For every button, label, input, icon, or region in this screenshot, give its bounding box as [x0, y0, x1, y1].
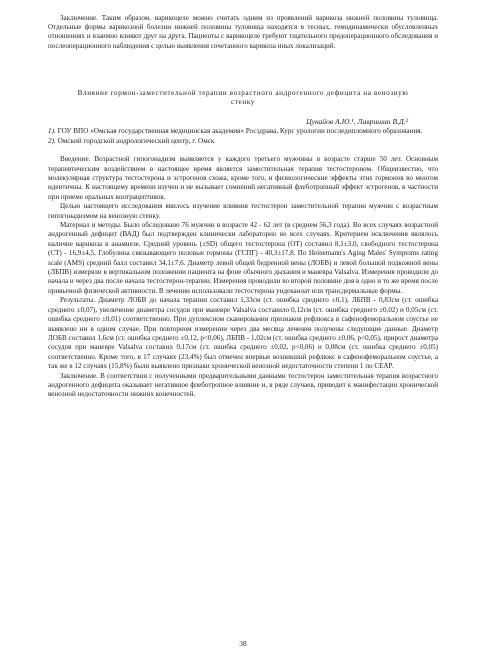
affiliation-1-number: 1).	[48, 127, 56, 135]
page-number: 38	[239, 639, 247, 648]
affiliation-2-text: Омский городской андрологический центр, г. Омск	[55, 136, 215, 145]
affiliation-1-text: ГОУ ВПО «Омская государственная медицинская академия» Росздрава, Курс урологии последипломного образования.	[55, 127, 423, 135]
previous-article-conclusion: Заключение. Таким образом, варикоцеле можно считать одним из проявлений варикоза нижней половины туловища. Отдельные формы варикозной болезни нижней половины туловища находятся в тесных, гемодинамически обусловленных отношениях и взаимно влияют друг на друга. Пациенты с варикоцеле требуют тщательного предоперационного обследования и послеоперационного наблюдения с целью выявления сочетанного варикоза иных локализаций.	[48, 14, 438, 50]
section-spacer	[48, 51, 438, 89]
document-page	[48, 14, 438, 654]
methods-paragraph: Материал и методы. Было обследовано 76 мужчин в возрасте 42 - 62 лет (в среднем 56,3 года). Во всех случаях возрастной андрогенный дефицит (ВАД) был подтвержден клинически лабораторно во всех случаях. Критерием исключения являлось наличие варикоза в анамнезе. Средний уровень (±SD) общего тестостерона (ОТ) составил 8,1±3,0, свободного тестостерона (СТ) - 16,9±4,5, Глобулина связывающего половые гормоны (ГСПГ) - 40,3±17,8. По Heinemann's Aging Males' Symptoms rating scale (AMS) средний балл составил 34,1±7,6. Диаметр левой общей бедренной вены (ЛОБВ) и левой большой подкожной вены (ЛБПВ) измеряли в вертикальном положении пациента на фоне обычного дыхания и маневра Valsalva. Измерения проводили до начала и через два после начала тестостерон-терапии. Измерения проводили во второй половине дня в одно и то же время после привычной физической активности. В лечении использовали тестостерона ундеканоат или трансдермальные формы.	[48, 221, 438, 295]
affiliation-2-number: 2).	[48, 136, 56, 145]
aim-paragraph: Целью настоящего исследования явилось изучение влияния тестостерон заместительной терапии мужчин с возрастным гипогонадизмом на венозную стенку.	[48, 202, 438, 220]
results-paragraph: Результаты. Диаметр ЛОБВ до начала терапии составил 1,33см (ст. ошибка среднего ±0,1), ЛБПВ - 0,83см (ст. ошибка среднего ±0,07), увеличение диаметра сосудов при маневре Valsalva составило 0,12см (ст. ошибка среднего ±0,02) и 0,05см (ст. ошибка среднего ±0,01) соответственно. При дуплексном сканировании признаков рефлюкса в сафенофеморальном соустье не выявлено ни в одном случае. При повторном измерении через два месяца лечения получены следующие данные. Диаметр ЛОБВ составил 1,6см (ст. ошибка среднего ±0,12, p<0,06), ЛБПВ - 1,02см (ст. ошибка среднего ±0,06, p<0,05), прирост диаметра сосудов при маневре Valsalva составил 0,17см (ст. ошибка среднего ±0,02, p<0,06) и 0,08см (ст. ошибка среднего ±0,05) соответственно. Кроме того, в 17 случаях (23,4%) был отмечен впервые возникший рефлюкс в сафенофеморальном соустье, а так же в 12 случаях (15,8%) были выявлено признаки хронической венозной недостаточности степени 1 по CEAP.	[48, 296, 438, 371]
affiliation-spacer	[48, 146, 438, 155]
article-title: Влияние гормон-заместительной терапии возрастного андрогенного дефицита на венозную стенку	[77, 88, 409, 107]
title-spacer	[48, 108, 438, 117]
introduction-paragraph: Введение. Возрастной гипогонадизм выявляется у каждого третьего мужчины в возрасте старше 50 лет. Основным терапевтическим воздействием в настоящее время является заместительная терапия тестостероном. Общеизвестно, что молекулярная структура тестостерона и эстрогенов схожа, кроме того, и физиологические эффекты этих гормонов во многом идентичны. К настоящему времени изучен и не вызывает сомнений негативный флеботропный эффект эстрогенов, в частности при приеме оральных контрацептивов.	[48, 155, 438, 201]
affiliation-2	[48, 137, 438, 147]
affiliation-1	[48, 127, 438, 137]
conclusion-paragraph: Заключение. В соответствии с полученными предварительными данными тестостерон заместительная терапия возрастного андрогенного дефицита оказывает негативное флеботропное влияние и, в ряде случаев, приводит к манифестации хронической венозной недостаточности нижних конечностей.	[48, 371, 438, 399]
article-authors: Цукайов А.Ю.¹, Лавришин В.Д.²	[306, 117, 408, 126]
